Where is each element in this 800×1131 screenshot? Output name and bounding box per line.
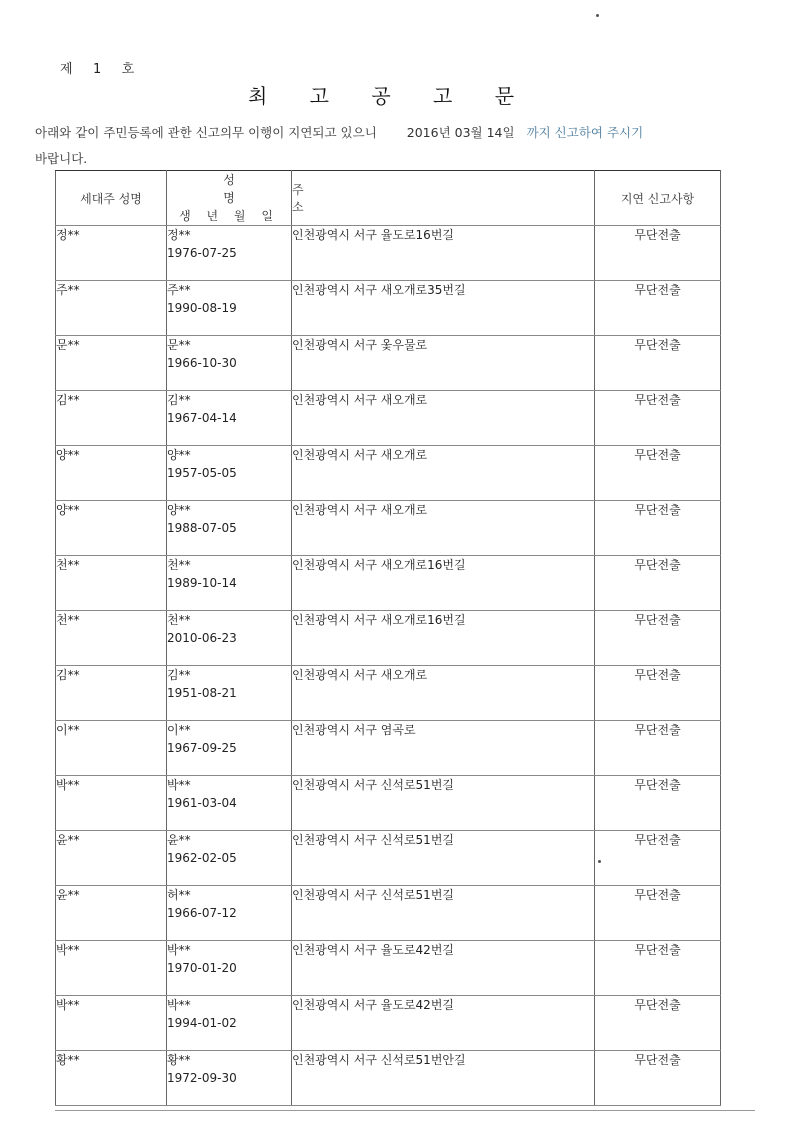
table-row — [56, 1051, 721, 1106]
address-cell: 인천광역시 서구 새오개로35번길 — [292, 281, 595, 336]
table-row — [56, 611, 721, 666]
table-row — [56, 391, 721, 446]
address-cell: 인천광역시 서구 새오개로 — [292, 391, 595, 446]
scan-speck — [598, 860, 601, 863]
head-of-household-cell: 황** — [56, 1051, 167, 1106]
member-name: 윤** — [167, 833, 191, 847]
head-of-household-cell: 박** — [56, 776, 167, 831]
header-name-dob — [167, 171, 292, 226]
member-birthdate: 1966-07-12 — [167, 906, 237, 920]
table-row — [56, 501, 721, 556]
member-cell — [167, 556, 292, 611]
deadline-date: 2016년 03월 14일 — [406, 125, 515, 140]
table-row — [56, 721, 721, 776]
member-birthdate: 1951-08-21 — [167, 686, 237, 700]
table-row — [56, 996, 721, 1051]
member-birthdate: 1967-09-25 — [167, 741, 237, 755]
head-of-household-cell: 김** — [56, 391, 167, 446]
table-row — [56, 666, 721, 721]
member-name: 황** — [167, 1053, 191, 1067]
member-cell — [167, 611, 292, 666]
member-birthdate: 1976-07-25 — [167, 246, 237, 260]
head-of-household-cell: 양** — [56, 446, 167, 501]
address-cell: 인천광역시 서구 신석로51번안길 — [292, 1051, 595, 1106]
head-of-household-cell: 김** — [56, 666, 167, 721]
table-row — [56, 831, 721, 886]
document-number: 제 1 호 — [60, 62, 137, 77]
delay-status-cell: 무단전출 — [595, 391, 721, 446]
member-name: 천** — [167, 613, 191, 627]
table-header-row — [56, 171, 721, 226]
head-of-household-cell: 문** — [56, 336, 167, 391]
member-birthdate: 1967-04-14 — [167, 411, 237, 425]
member-birthdate: 1957-05-05 — [167, 466, 237, 480]
head-of-household-cell: 윤** — [56, 831, 167, 886]
delay-status-cell: 무단전출 — [595, 721, 721, 776]
delay-status-cell: 무단전출 — [595, 556, 721, 611]
notice-table — [55, 170, 721, 1106]
delay-status-cell: 무단전출 — [595, 611, 721, 666]
member-name: 양** — [167, 448, 191, 462]
head-of-household-cell: 윤** — [56, 886, 167, 941]
head-of-household-cell: 천** — [56, 611, 167, 666]
document-title: 최 고 공 고 문 — [247, 84, 533, 108]
scan-speck — [596, 14, 599, 17]
address-cell: 인천광역시 서구 새오개로 — [292, 501, 595, 556]
member-cell — [167, 776, 292, 831]
member-name: 정** — [167, 228, 191, 242]
member-cell — [167, 831, 292, 886]
delay-status-cell: 무단전출 — [595, 666, 721, 721]
header-name: 성 명 — [223, 173, 279, 205]
delay-status-cell: 무단전출 — [595, 446, 721, 501]
member-cell — [167, 941, 292, 996]
head-of-household-cell: 박** — [56, 996, 167, 1051]
member-birthdate: 1990-08-19 — [167, 301, 237, 315]
intro-tail: 까지 신고하여 주시기 — [526, 125, 644, 140]
member-birthdate: 1988-07-05 — [167, 521, 237, 535]
member-name: 문** — [167, 338, 191, 352]
member-birthdate: 2010-06-23 — [167, 631, 237, 645]
member-name: 박** — [167, 778, 191, 792]
head-of-household-cell: 이** — [56, 721, 167, 776]
member-cell — [167, 391, 292, 446]
member-cell — [167, 281, 292, 336]
delay-status-cell: 무단전출 — [595, 831, 721, 886]
member-birthdate: 1972-09-30 — [167, 1071, 237, 1085]
delay-status-cell: 무단전출 — [595, 1051, 721, 1106]
head-of-household-cell: 주** — [56, 281, 167, 336]
address-cell: 인천광역시 서구 율도로42번길 — [292, 941, 595, 996]
intro-paragraph — [35, 120, 775, 172]
member-name: 박** — [167, 998, 191, 1012]
table-row — [56, 226, 721, 281]
member-cell — [167, 226, 292, 281]
table-row — [56, 941, 721, 996]
table-row — [56, 336, 721, 391]
head-of-household-cell: 박** — [56, 941, 167, 996]
member-birthdate: 1961-03-04 — [167, 796, 237, 810]
delay-status-cell: 무단전출 — [595, 336, 721, 391]
intro-closing: 바랍니다. — [35, 151, 88, 166]
table-row — [56, 886, 721, 941]
table-body — [56, 226, 721, 1106]
member-cell — [167, 446, 292, 501]
address-cell: 인천광역시 서구 새오개로16번길 — [292, 556, 595, 611]
head-of-household-cell: 천** — [56, 556, 167, 611]
member-birthdate: 1994-01-02 — [167, 1016, 237, 1030]
delay-status-cell: 무단전출 — [595, 886, 721, 941]
member-cell — [167, 886, 292, 941]
member-name: 주** — [167, 283, 191, 297]
head-of-household-cell: 정** — [56, 226, 167, 281]
address-cell: 인천광역시 서구 옻우물로 — [292, 336, 595, 391]
member-birthdate: 1970-01-20 — [167, 961, 237, 975]
member-name: 양** — [167, 503, 191, 517]
member-name: 김** — [167, 668, 191, 682]
member-name: 김** — [167, 393, 191, 407]
address-cell: 인천광역시 서구 새오개로 — [292, 666, 595, 721]
table-row — [56, 776, 721, 831]
member-name: 허** — [167, 888, 191, 902]
header-address: 주 소 — [292, 171, 595, 226]
member-cell — [167, 721, 292, 776]
address-cell: 인천광역시 서구 새오개로 — [292, 446, 595, 501]
member-cell — [167, 336, 292, 391]
delay-status-cell: 무단전출 — [595, 776, 721, 831]
intro-text: 아래와 같이 주민등록에 관한 신고의무 이행이 지연되고 있으니 — [35, 125, 377, 140]
member-name: 이** — [167, 723, 191, 737]
member-name: 박** — [167, 943, 191, 957]
delay-status-cell: 무단전출 — [595, 996, 721, 1051]
head-of-household-cell: 양** — [56, 501, 167, 556]
header-dob: 생 년 월 일 — [179, 209, 279, 223]
delay-status-cell: 무단전출 — [595, 281, 721, 336]
table-row — [56, 556, 721, 611]
address-cell: 인천광역시 서구 율도로42번길 — [292, 996, 595, 1051]
address-cell: 인천광역시 서구 신석로51번길 — [292, 776, 595, 831]
address-cell: 인천광역시 서구 염곡로 — [292, 721, 595, 776]
delay-status-cell: 무단전출 — [595, 226, 721, 281]
member-name: 천** — [167, 558, 191, 572]
table-row — [56, 446, 721, 501]
member-birthdate: 1989-10-14 — [167, 576, 237, 590]
address-cell: 인천광역시 서구 율도로16번길 — [292, 226, 595, 281]
member-birthdate: 1962-02-05 — [167, 851, 237, 865]
address-cell: 인천광역시 서구 신석로51번길 — [292, 886, 595, 941]
member-cell — [167, 666, 292, 721]
member-cell — [167, 996, 292, 1051]
member-cell — [167, 501, 292, 556]
delay-status-cell: 무단전출 — [595, 501, 721, 556]
member-cell — [167, 1051, 292, 1106]
member-birthdate: 1966-10-30 — [167, 356, 237, 370]
header-head-of-household: 세대주 성명 — [56, 171, 167, 226]
address-cell: 인천광역시 서구 신석로51번길 — [292, 831, 595, 886]
header-delay: 지연 신고사항 — [595, 171, 721, 226]
table-row — [56, 281, 721, 336]
bottom-rule — [55, 1110, 755, 1111]
address-cell: 인천광역시 서구 새오개로16번길 — [292, 611, 595, 666]
delay-status-cell: 무단전출 — [595, 941, 721, 996]
